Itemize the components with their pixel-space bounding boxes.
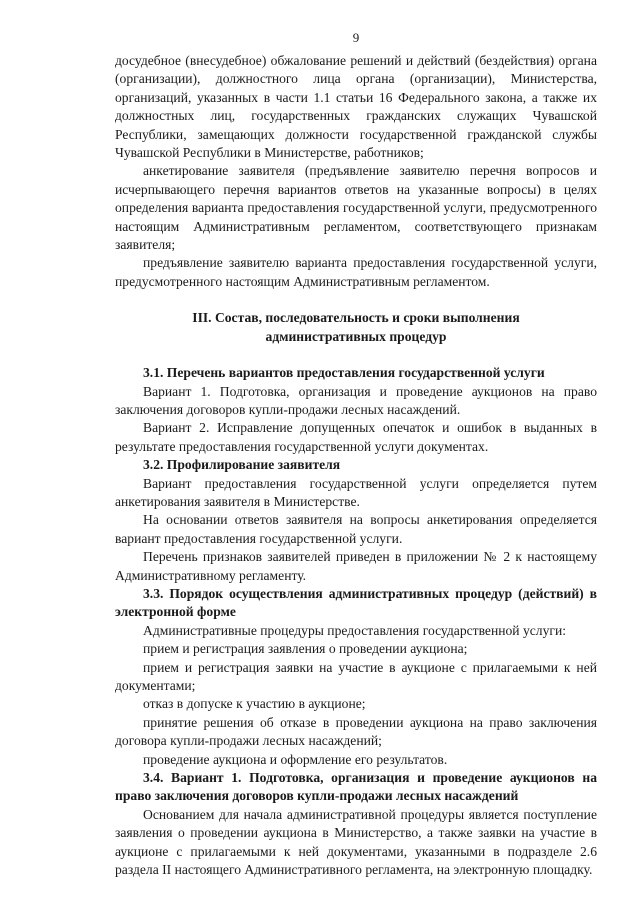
page-number: 9 <box>352 30 360 45</box>
intro-paragraph-3: предъявление заявителю варианта предоставления государственной услуги, предусмотренного настоящим Административным регламентом. <box>115 255 597 289</box>
s32-paragraph-1: Вариант предоставления государственной услуги определяется путем анкетирования заявителя в Министерстве. <box>115 475 597 509</box>
s33-paragraph-3: прием и регистрация заявки на участие в аукционе с прилагаемыми к ней документами; <box>115 659 597 693</box>
document-page <box>115 30 597 879</box>
heading-3-2: 3.2. Профилирование заявителя <box>143 457 341 473</box>
heading-3-3: 3.3. Порядок осуществления административных процедур (действий) в электронной форме <box>115 585 597 620</box>
section-title-line-2: административных процедур <box>265 328 447 344</box>
s31-paragraph-1: Вариант 1. Подготовка, организация и проведение аукционов на право заключения договоров купли-продажи лесных насаждений. <box>115 383 597 417</box>
heading-3-4: 3.4. Вариант 1. Подготовка, организация и проведение аукционов на право заключения договоров купли-продажи лесных насаждений <box>115 770 597 804</box>
s33-paragraph-6: проведение аукциона и оформление его результатов. <box>143 751 448 767</box>
s32-paragraph-3: Перечень признаков заявителей приведен в приложении № 2 к настоящему Административному регламенту. <box>115 549 597 583</box>
s33-paragraph-4: отказ в допуске к участию в аукционе; <box>143 696 366 712</box>
s34-paragraph-1: Основанием для начала административной процедуры является поступление заявления о проведении аукциона в Министерство, а также заявки на участие в аукционе с прилагаемыми к ней документами, указанными в подразделе 2.6 раздела II настоящего Административного регламента, на электронную площадку. <box>115 806 597 878</box>
intro-paragraph-1: досудебное (внесудебное) обжалование решений и действий (бездействия) органа (организации), должностного лица органа (организации), Министерства, организаций, указанных в части 1.1 статьи 16 Федерального закона, а также их должностных лиц, государственных гражданских служащих Чувашской Республики, замещающих должности государственной гражданской службы Чувашской Республики в Министерстве, работников; <box>115 53 597 161</box>
section-title-line-1: III. Состав, последовательность и сроки выполнения <box>192 310 520 326</box>
s32-paragraph-2: На основании ответов заявителя на вопросы анкетирования определяется вариант предоставления государственной услуги. <box>115 512 597 546</box>
intro-paragraph-2: анкетирование заявителя (предъявление заявителю перечня вопросов и исчерпывающего перечня вариантов ответов на указанные вопросы) в целях определения варианта предоставления государственной услуги, предусмотренного настоящим Административным регламентом, соответствующего признакам заявителя; <box>115 163 597 253</box>
s33-paragraph-2: прием и регистрация заявления о проведении аукциона; <box>143 641 468 657</box>
s31-paragraph-2: Вариант 2. Исправление допущенных опечаток и ошибок в выданных в результате предоставления государственной услуги документах. <box>115 420 597 454</box>
heading-3-1: 3.1. Перечень вариантов предоставления государственной услуги <box>143 365 545 381</box>
s33-paragraph-5: принятие решения об отказе в проведении аукциона на право заключения договора купли-продажи лесных насаждений; <box>115 714 597 749</box>
s33-paragraph-1: Административные процедуры предоставления государственной услуги: <box>143 622 567 638</box>
